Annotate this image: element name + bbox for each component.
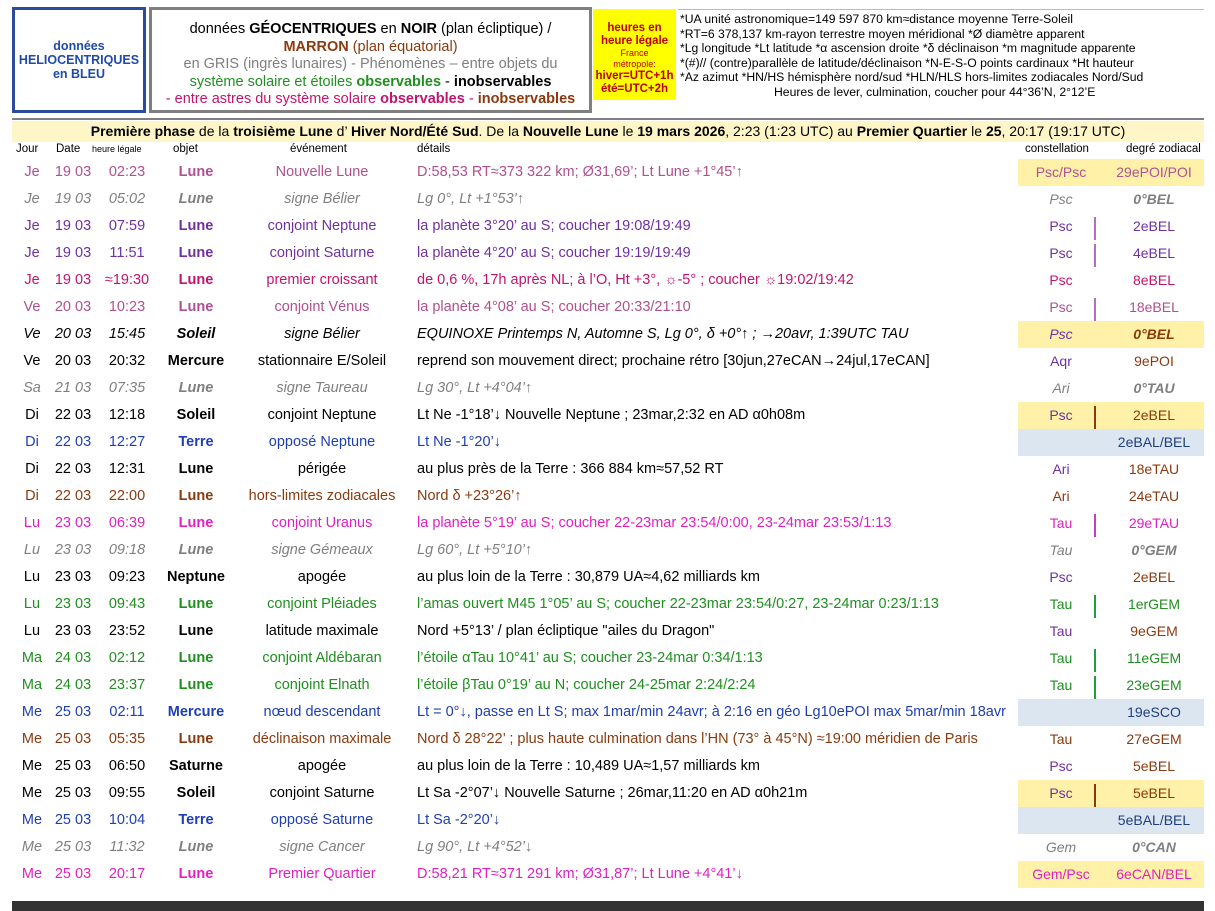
cell-degre: 0°GEM xyxy=(1131,542,1177,558)
cell-jour: Ma xyxy=(21,650,43,666)
cell-constellation: Tau xyxy=(1049,650,1073,666)
cell-details: la planète 4°20’ au S; coucher 19:19/19:49 xyxy=(417,245,691,261)
cell-jour: Je xyxy=(24,272,40,288)
table-row xyxy=(12,159,1204,186)
cell-heure: 09:23 xyxy=(108,569,146,585)
cell-date: 23 03 xyxy=(54,515,92,531)
cell-constellation: Psc xyxy=(1049,218,1073,234)
cell-jour: Lu xyxy=(23,596,41,612)
cell-date: 25 03 xyxy=(54,866,92,882)
cell-jour: Me xyxy=(21,731,43,747)
cell-heure: 09:43 xyxy=(108,596,146,612)
table-row xyxy=(12,240,1204,267)
table-row xyxy=(12,186,1204,213)
table-row xyxy=(12,348,1204,375)
cell-objet: Lune xyxy=(178,191,214,207)
cell-constellation: Ari xyxy=(1052,488,1070,504)
cell-degre: 19eSCO xyxy=(1127,704,1181,720)
cell-degre: 11eGEM xyxy=(1126,650,1182,666)
cell-event: latitude maximale xyxy=(265,623,379,639)
cell-details: Lt Ne -1°18’↓ Nouvelle Neptune ; 23mar,2:32 en AD α0h08m xyxy=(417,407,806,423)
cell-objet: Soleil xyxy=(176,785,216,801)
table-row xyxy=(12,267,1204,294)
cell-heure: 07:59 xyxy=(108,218,146,234)
cell-objet: Terre xyxy=(178,434,214,450)
cell-objet: Neptune xyxy=(167,569,225,585)
cell-degre: 24eTAU xyxy=(1128,488,1180,504)
cell-jour: Di xyxy=(25,434,39,450)
cell-constellation: Psc xyxy=(1049,191,1073,207)
cell-details: Lg 30°, Lt +4°04’↑ xyxy=(417,380,533,396)
table-row xyxy=(12,213,1204,240)
cell-constellation: Tau xyxy=(1049,731,1073,747)
table-row xyxy=(12,510,1204,537)
cell-heure: 11:51 xyxy=(109,245,145,261)
cell-constellation: Tau xyxy=(1049,542,1073,558)
table-row xyxy=(12,780,1204,807)
cell-heure: ≈19:30 xyxy=(104,272,150,288)
cell-objet: Mercure xyxy=(167,353,225,369)
col-constellation: constellation xyxy=(1025,143,1089,155)
cell-degre: 18eBEL xyxy=(1129,299,1179,315)
cell-objet: Lune xyxy=(178,299,214,315)
cell-objet: Soleil xyxy=(176,326,216,342)
cell-constellation: Ari xyxy=(1052,380,1070,396)
cell-date: 20 03 xyxy=(54,326,92,342)
cell-event: signe Taureau xyxy=(276,380,368,396)
cell-constellation: Gem xyxy=(1045,839,1077,855)
cell-objet: Lune xyxy=(178,245,214,261)
cell-details: D:58,21 RT≈371 291 km; Ø31,87’; Lt Lune +4°41’↓ xyxy=(417,866,743,882)
cell-event: conjoint Neptune xyxy=(267,407,377,423)
cell-event: conjoint Vénus xyxy=(274,299,370,315)
geo-legend-box: données GÉOCENTRIQUES en NOIR (plan écliptique) / MARRON (plan équatorial) en GRIS (ingrès lunaires) - Phénomènes – entre objets du système solaire et étoiles observables - inobservables - entre astres du système solaire observables - inobservables xyxy=(149,7,592,113)
cell-date: 20 03 xyxy=(54,299,92,315)
table-row xyxy=(12,618,1204,645)
cell-constellation: Psc/Psc xyxy=(1035,164,1087,180)
table-row xyxy=(12,861,1204,888)
cell-date: 24 03 xyxy=(54,650,92,666)
cell-heure: 23:37 xyxy=(108,677,146,693)
header xyxy=(0,0,1215,120)
cell-jour: Me xyxy=(21,812,43,828)
cell-constellation: Psc xyxy=(1049,245,1073,261)
table-row xyxy=(12,699,1204,726)
constellation-highlight xyxy=(1018,807,1104,834)
abbreviations-legend: *UA unité astronomique=149 597 870 km≈distance moyenne Terre-Soleil *RT=6 378,137 km-rayon terrestre moyen méridional *Ø diamètre apparent *Lg longitude *Lt latitude *α ascension droite *δ déclinaison *m magnitude apparente *(#)// (contre)parallèle de latitude/déclinaison *N-E-S-O points cardinaux *Ht hauteur *Az azimut *HN/HS hémisphère nord/sud *HLN/HLS hors-limites zodiacales Nord/Sud Heures de lever, culmination, coucher pour 44°36’N, 2°12’E xyxy=(678,9,1204,102)
cell-degre: 27eGEM xyxy=(1126,731,1182,747)
cell-jour: Me xyxy=(21,758,43,774)
cell-date: 22 03 xyxy=(54,461,92,477)
cell-details: Lt Ne -1°20’↓ xyxy=(417,434,501,450)
cell-details: Lg 90°, Lt +4°52’↓ xyxy=(417,839,533,855)
cell-event: conjoint Saturne xyxy=(269,245,375,261)
cell-constellation: Psc xyxy=(1049,326,1073,342)
cell-event: hors-limites zodiacales xyxy=(248,488,396,504)
cell-objet: Lune xyxy=(178,650,214,666)
cell-jour: Ve xyxy=(23,353,41,369)
table-row xyxy=(12,672,1204,699)
cell-details: l’étoile βTau 0°19’ au N; coucher 24-25mar 2:24/2:24 xyxy=(417,677,756,693)
cell-degre: 5eBEL xyxy=(1132,785,1176,801)
cell-details: EQUINOXE Printemps N, Automne S, Lg 0°, δ +0°↑ ; →20avr, 1:39UTC TAU xyxy=(417,326,909,342)
cell-event: conjoint Saturne xyxy=(269,785,375,801)
col-details: détails xyxy=(417,143,451,155)
cell-heure: 20:32 xyxy=(108,353,146,369)
cell-heure: 06:39 xyxy=(108,515,146,531)
cell-details: la planète 5°19’ au S; coucher 22-23mar 23:54/0:00, 23-24mar 23:53/1:13 xyxy=(417,515,892,531)
cell-jour: Ve xyxy=(23,299,41,315)
cell-objet: Saturne xyxy=(169,758,223,774)
cell-degre: 9ePOI xyxy=(1134,353,1174,369)
cell-objet: Lune xyxy=(178,866,214,882)
cell-event: signe Cancer xyxy=(279,839,365,855)
cell-constellation: Gem/Psc xyxy=(1032,866,1090,882)
cell-details: de 0,6 %, 17h après NL; à l’O, Ht +3°, ☼-5° ; coucher ☼19:02/19:42 xyxy=(417,272,854,288)
cell-event: Premier Quartier xyxy=(268,866,376,882)
table-row xyxy=(12,294,1204,321)
cell-degre: 0°TAU xyxy=(1133,380,1175,396)
cell-objet: Lune xyxy=(178,596,214,612)
cell-jour: Je xyxy=(24,218,40,234)
cell-details: reprend son mouvement direct; prochaine rétro [30jun,27eCAN→24jul,17eCAN] xyxy=(417,353,930,369)
cell-event: opposé Saturne xyxy=(270,812,374,828)
cell-objet: Lune xyxy=(178,731,214,747)
cell-jour: Je xyxy=(24,191,40,207)
cell-heure: 20:17 xyxy=(108,866,146,882)
cell-details: l’amas ouvert M45 1°05’ au S; coucher 22-23mar 23:54/0:27, 23-24mar 0:23/1:13 xyxy=(417,596,939,612)
cell-date: 25 03 xyxy=(54,785,92,801)
cell-details: au plus loin de la Terre : 30,879 UA≈4,62 milliards km xyxy=(417,569,760,585)
cell-degre: 0°CAN xyxy=(1132,839,1176,855)
table-row xyxy=(12,591,1204,618)
cell-degre: 2eBEL xyxy=(1132,218,1176,234)
cell-constellation: Tau xyxy=(1049,623,1073,639)
table-row xyxy=(12,753,1204,780)
cell-jour: Ve xyxy=(23,326,41,342)
cell-degre: 8eBEL xyxy=(1132,272,1176,288)
cell-date: 21 03 xyxy=(54,380,92,396)
cell-heure: 12:27 xyxy=(108,434,146,450)
cell-objet: Lune xyxy=(178,218,214,234)
cell-date: 25 03 xyxy=(54,839,92,855)
cell-details: Lg 0°, Lt +1°53’↑ xyxy=(417,191,525,207)
cell-objet: Lune xyxy=(178,677,214,693)
helio-line-1: données xyxy=(53,39,105,53)
cell-details: Lt = 0°↓, passe en Lt S; max 1mar/min 24avr; à 2:16 en géo Lg10ePOI max 5mar/min 18avr xyxy=(417,704,1006,720)
cell-heure: 05:02 xyxy=(108,191,146,207)
table-row xyxy=(12,537,1204,564)
table-row xyxy=(12,483,1204,510)
cell-details: Nord δ 28°22’ ; plus haute culmination dans l’HN (73° à 45°N) ≈19:00 méridien de Paris xyxy=(417,731,978,747)
cell-constellation: Psc xyxy=(1049,407,1073,423)
cell-event: nœud descendant xyxy=(263,704,381,720)
cell-heure: 02:12 xyxy=(108,650,146,666)
cell-objet: Lune xyxy=(178,488,214,504)
cell-details: Nord δ +23°26’↑ xyxy=(417,488,522,504)
cell-degre: 0°BEL xyxy=(1133,326,1175,342)
cell-date: 19 03 xyxy=(54,191,92,207)
bottom-bar xyxy=(12,901,1204,911)
cell-objet: Lune xyxy=(178,542,214,558)
cell-details: la planète 3°20’ au S; coucher 19:08/19:49 xyxy=(417,218,691,234)
legal-time-box: heures en heure légale France métropole: hiver=UTC+1h été=UTC+2h xyxy=(593,9,676,100)
cell-constellation: Psc xyxy=(1049,758,1073,774)
cell-constellation: Tau xyxy=(1049,515,1073,531)
cell-jour: Me xyxy=(21,839,43,855)
cell-heure: 10:23 xyxy=(108,299,146,315)
cell-degre: 5eBEL xyxy=(1132,758,1176,774)
cell-date: 25 03 xyxy=(54,812,92,828)
cell-jour: Di xyxy=(25,488,39,504)
cell-constellation: Aqr xyxy=(1050,353,1072,369)
cell-degre: 0°BEL xyxy=(1133,191,1175,207)
cell-heure: 06:50 xyxy=(108,758,146,774)
cell-details: Lg 60°, Lt +5°10’↑ xyxy=(417,542,533,558)
cell-date: 25 03 xyxy=(54,758,92,774)
header-separator xyxy=(12,118,1204,120)
cell-degre: 5eBAL/BEL xyxy=(1117,812,1191,828)
cell-date: 23 03 xyxy=(54,596,92,612)
cell-event: conjoint Uranus xyxy=(271,515,373,531)
cell-degre: 4eBEL xyxy=(1132,245,1176,261)
table-row xyxy=(12,726,1204,753)
cell-heure: 09:18 xyxy=(108,542,146,558)
cell-degre: 29eTAU xyxy=(1128,515,1180,531)
cell-objet: Terre xyxy=(178,812,214,828)
cell-objet: Lune xyxy=(178,272,214,288)
cell-event: premier croissant xyxy=(266,272,378,288)
cell-event: conjoint Elnath xyxy=(274,677,370,693)
cell-jour: Je xyxy=(24,164,40,180)
cell-event: conjoint Neptune xyxy=(267,218,377,234)
cell-details: l’étoile αTau 10°41’ au S; coucher 23-24mar 0:34/1:13 xyxy=(417,650,763,666)
cell-objet: Soleil xyxy=(176,407,216,423)
cell-event: apogée xyxy=(297,569,347,585)
cell-degre: 2eBEL xyxy=(1132,407,1176,423)
helio-line-3: en BLEU xyxy=(52,67,106,81)
cell-event: périgée xyxy=(297,461,347,477)
cell-date: 23 03 xyxy=(54,623,92,639)
cell-details: au plus près de la Terre : 366 884 km≈57,52 RT xyxy=(417,461,724,477)
col-objet: objet xyxy=(173,143,198,155)
cell-date: 22 03 xyxy=(54,407,92,423)
helio-line-2: HELIOCENTRIQUES xyxy=(18,53,140,67)
table-row xyxy=(12,456,1204,483)
cell-objet: Mercure xyxy=(167,704,225,720)
col-evenement: événement xyxy=(290,143,347,155)
cell-objet: Lune xyxy=(178,380,214,396)
cell-degre: 23eGEM xyxy=(1126,677,1182,693)
cell-jour: Ma xyxy=(21,677,43,693)
table-row xyxy=(12,375,1204,402)
cell-degre: 2eBEL xyxy=(1132,569,1176,585)
col-jour: Jour xyxy=(16,143,39,155)
cell-event: apogée xyxy=(297,758,347,774)
cell-date: 20 03 xyxy=(54,353,92,369)
cell-objet: Lune xyxy=(178,164,214,180)
cell-details: Lt Sa -2°20’↓ xyxy=(417,812,501,828)
constellation-highlight xyxy=(1018,429,1104,456)
cell-heure: 10:04 xyxy=(108,812,146,828)
cell-constellation: Ari xyxy=(1052,461,1070,477)
cell-heure: 22:00 xyxy=(108,488,146,504)
cell-constellation: Psc xyxy=(1049,785,1073,801)
cell-event: opposé Neptune xyxy=(268,434,376,450)
table-row xyxy=(12,834,1204,861)
cell-objet: Lune xyxy=(178,839,214,855)
cell-jour: Lu xyxy=(23,569,41,585)
cell-details: Lt Sa -2°07’↓ Nouvelle Saturne ; 26mar,11:20 en AD α0h21m xyxy=(417,785,808,801)
cell-details: au plus loin de la Terre : 10,489 UA≈1,57 milliards km xyxy=(417,758,760,774)
cell-heure: 12:31 xyxy=(108,461,146,477)
cell-objet: Lune xyxy=(178,515,214,531)
table-row xyxy=(12,645,1204,672)
cell-event: signe Gémeaux xyxy=(271,542,373,558)
table-row xyxy=(12,429,1204,456)
cell-degre: 6eCAN/BEL xyxy=(1116,866,1192,882)
cell-heure: 11:32 xyxy=(109,839,145,855)
cell-jour: Di xyxy=(25,461,39,477)
cell-degre: 18eTAU xyxy=(1128,461,1180,477)
cell-constellation: Psc xyxy=(1049,272,1073,288)
cell-details: la planète 4°08’ au S; coucher 20:33/21:10 xyxy=(417,299,691,315)
cell-constellation: Tau xyxy=(1049,677,1073,693)
cell-details: D:58,53 RT≈373 322 km; Ø31,69’; Lt Lune +1°45’↑ xyxy=(417,164,743,180)
cell-event: signe Bélier xyxy=(284,326,360,342)
cell-constellation: Psc xyxy=(1049,299,1073,315)
cell-jour: Sa xyxy=(23,380,41,396)
cell-event: déclinaison maximale xyxy=(252,731,392,747)
table-row xyxy=(12,321,1204,348)
cell-date: 24 03 xyxy=(54,677,92,693)
cell-jour: Me xyxy=(21,785,43,801)
cell-heure: 23:52 xyxy=(108,623,146,639)
cell-event: signe Bélier xyxy=(284,191,360,207)
cell-heure: 07:35 xyxy=(108,380,146,396)
col-date: Date xyxy=(56,143,81,155)
cell-heure: 02:23 xyxy=(108,164,146,180)
cell-date: 22 03 xyxy=(54,434,92,450)
cell-event: conjoint Aldébaran xyxy=(262,650,382,666)
phase-title: Première phase de la troisième Lune d’ Hiver Nord/Été Sud. De la Nouvelle Lune le 19 mars 2026, 2:23 (1:23 UTC) au Premier Quartier le 25, 20:17 (19:17 UTC) xyxy=(12,121,1204,142)
cell-date: 22 03 xyxy=(54,488,92,504)
cell-jour: Je xyxy=(24,245,40,261)
cell-date: 25 03 xyxy=(54,731,92,747)
cell-jour: Lu xyxy=(23,542,41,558)
cell-details: Nord +5°13’ / plan écliptique "ailes du Dragon" xyxy=(417,623,715,639)
cell-date: 23 03 xyxy=(54,569,92,585)
cell-date: 19 03 xyxy=(54,272,92,288)
cell-objet: Lune xyxy=(178,623,214,639)
col-heure: heure légale xyxy=(92,144,142,154)
table-row xyxy=(12,564,1204,591)
cell-event: Nouvelle Lune xyxy=(275,164,369,180)
cell-heure: 15:45 xyxy=(108,326,146,342)
cell-heure: 12:18 xyxy=(108,407,146,423)
table-row xyxy=(12,402,1204,429)
cell-jour: Lu xyxy=(23,515,41,531)
cell-constellation: Tau xyxy=(1049,596,1073,612)
cell-date: 25 03 xyxy=(54,704,92,720)
cell-event: conjoint Pléiades xyxy=(267,596,377,612)
helio-legend-box xyxy=(12,7,146,113)
cell-date: 19 03 xyxy=(54,218,92,234)
cell-date: 23 03 xyxy=(54,542,92,558)
cell-event: stationnaire E/Soleil xyxy=(257,353,387,369)
cell-jour: Lu xyxy=(23,623,41,639)
cell-degre: 9eGEM xyxy=(1130,623,1178,639)
cell-degre: 1erGEM xyxy=(1127,596,1181,612)
cell-jour: Me xyxy=(21,704,43,720)
cell-jour: Me xyxy=(21,866,43,882)
table-row xyxy=(12,807,1204,834)
cell-constellation: Psc xyxy=(1049,569,1073,585)
cell-date: 19 03 xyxy=(54,245,92,261)
col-degre: degré zodiacal xyxy=(1126,143,1201,155)
cell-degre: 29ePOI/POI xyxy=(1116,164,1192,180)
cell-degre: 2eBAL/BEL xyxy=(1117,434,1191,450)
cell-heure: 02:11 xyxy=(109,704,145,720)
cell-objet: Lune xyxy=(178,461,214,477)
cell-heure: 05:35 xyxy=(108,731,146,747)
cell-date: 19 03 xyxy=(54,164,92,180)
cell-jour: Di xyxy=(25,407,39,423)
cell-heure: 09:55 xyxy=(108,785,146,801)
constellation-highlight xyxy=(1018,699,1104,726)
